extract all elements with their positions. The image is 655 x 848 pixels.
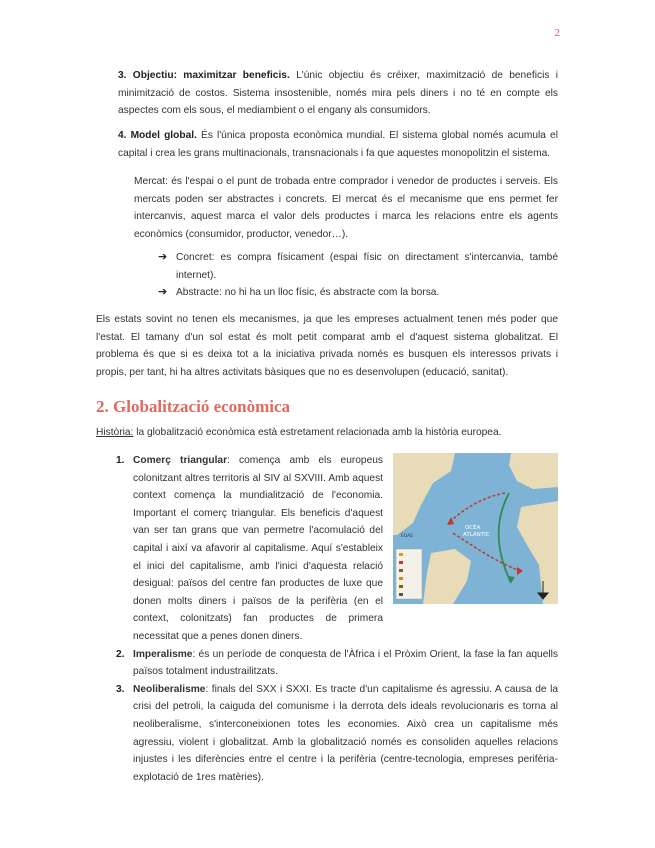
list-item	[158, 249, 558, 284]
ocean-label: ATLÀNTIC	[463, 532, 490, 538]
historia-text: la globalització econòmica està estretament relacionada amb la història europea.	[133, 427, 502, 438]
region-label: EUAE	[401, 534, 414, 539]
list-number: 1.	[116, 455, 125, 466]
list-item	[96, 646, 558, 681]
map-legend	[396, 549, 422, 599]
paragraph-text: És l'única proposta econòmica mundial. El sistema global només acumula el capital i crea les grans multinacionals, transnacionals i fa que aquestes monopolitzin el sistema.	[118, 130, 558, 159]
paragraph-lead: 3. Objectiu: maximitzar beneficis.	[118, 70, 290, 81]
list-item-lead: Imperalisme	[133, 648, 193, 660]
paragraph-lead: 4. Model global.	[118, 130, 197, 141]
legend-swatch	[399, 593, 403, 596]
arrow-right-icon: ➔	[158, 286, 168, 299]
page-number: 2	[554, 27, 560, 39]
paragraph-mercat: Mercat: és l'espai o el punt de trobada entre comprador i venedor de productes i serveis. Els mercats poden ser abstractes i concrets. El mercat és el mecanisme que ens permet fer intercanvis, aquest marca el valor dels productes i marca les relacions entre els agents econòmics (consumidor, productor, venedor…).	[134, 176, 558, 240]
legend-swatch	[399, 569, 403, 572]
list-item-text: : finals del SXX i SXXI. Es tracte d'un capitalisme és agressiu. A causa de la crisi del petroli, la caiguda del comunisme i la derrota dels ideals revolucionaris es torna al neoliberalisme, s'interconeixionen totes les economies. Això crea un capitalisme més agressiu, violent i globalitzat. Amb la globalització només es consoliden aquelles relacions injustes i les diferències entre el centre i la perifèria (centre-tecnologia, empreses perifèria-explotació de 1res matèries).	[133, 683, 558, 783]
legend-swatch	[399, 585, 403, 588]
legend-swatch	[399, 577, 403, 580]
list-item-lead: Comerç triangular	[133, 455, 228, 466]
list-item-text: : és un període de conquesta de l'Àfrica i el Pròxim Orient, la fase la fan aquells països totalment industrailitzats.	[133, 648, 558, 678]
triangular-trade-map	[393, 453, 558, 604]
section-title: 2. Globalització econòmica	[96, 397, 291, 416]
paragraph-historia	[96, 424, 558, 442]
paragraph-model-global	[118, 127, 558, 162]
paragraph-text: L'únic objectiu és créixer, maximització de beneficis i minimització de costos. Sistema insostenible, només mira pels diners i no té en compte els aspectes com els sous, el mediambient o el engany als consumidors.	[118, 70, 559, 117]
list-item-lead: Neoliberalisme	[133, 683, 206, 695]
legend-swatch	[399, 561, 403, 564]
list-item-text: Abstracte: no hi ha un lloc físic, és abstracte com la borsa.	[176, 287, 440, 299]
arrow-right-icon: ➔	[158, 251, 168, 263]
list-number: 2.	[116, 648, 125, 660]
list-item-text: Concret: es compra físicament (espai físic on directament s'intercanvia, també internet).	[176, 252, 558, 281]
paragraph-objectiu	[118, 67, 558, 120]
ocean-label: OCÉA	[465, 525, 481, 531]
historia-label: Història:	[96, 427, 134, 438]
arrow-list	[158, 249, 558, 302]
list-number: 3.	[116, 683, 125, 695]
list-item	[158, 284, 558, 302]
list-item-text: : comença amb els europeus colonitzant altres territoris al SIV al SXVIII. Amb aquest context comença la mundialització de l'economia. Important el comerç triangular. Els beneficis d'aquest van ser tan grans que van permetre l'acomulació del capital i així va afavorir al capitalisme. Aquí s'estableix el inici del capitalisme, amb l'inici d'aquesta relació desigual: països del centre fan productes de luxe que donen molts diners i països de la perifèria (en el context, colonitzats) fan productes de primera necessitat que a penes donen diners.	[133, 455, 384, 642]
list-item	[96, 681, 558, 787]
paragraph-estats: Els estats sovint no tenen els mecanismes, ja que les empreses actualment tenen més poder que l'estat. El tamany d'un sol estat és molt petit comparat amb el d'aquest sistema globalitzat. El problema és que si es deixa tot a la iniciativa privada només es busquen els interessos privats i propis, per tant, hi ha altres activitats bàsiques que no es desenvolupen (educació, sanitat).	[96, 314, 558, 378]
legend-swatch	[399, 553, 403, 556]
